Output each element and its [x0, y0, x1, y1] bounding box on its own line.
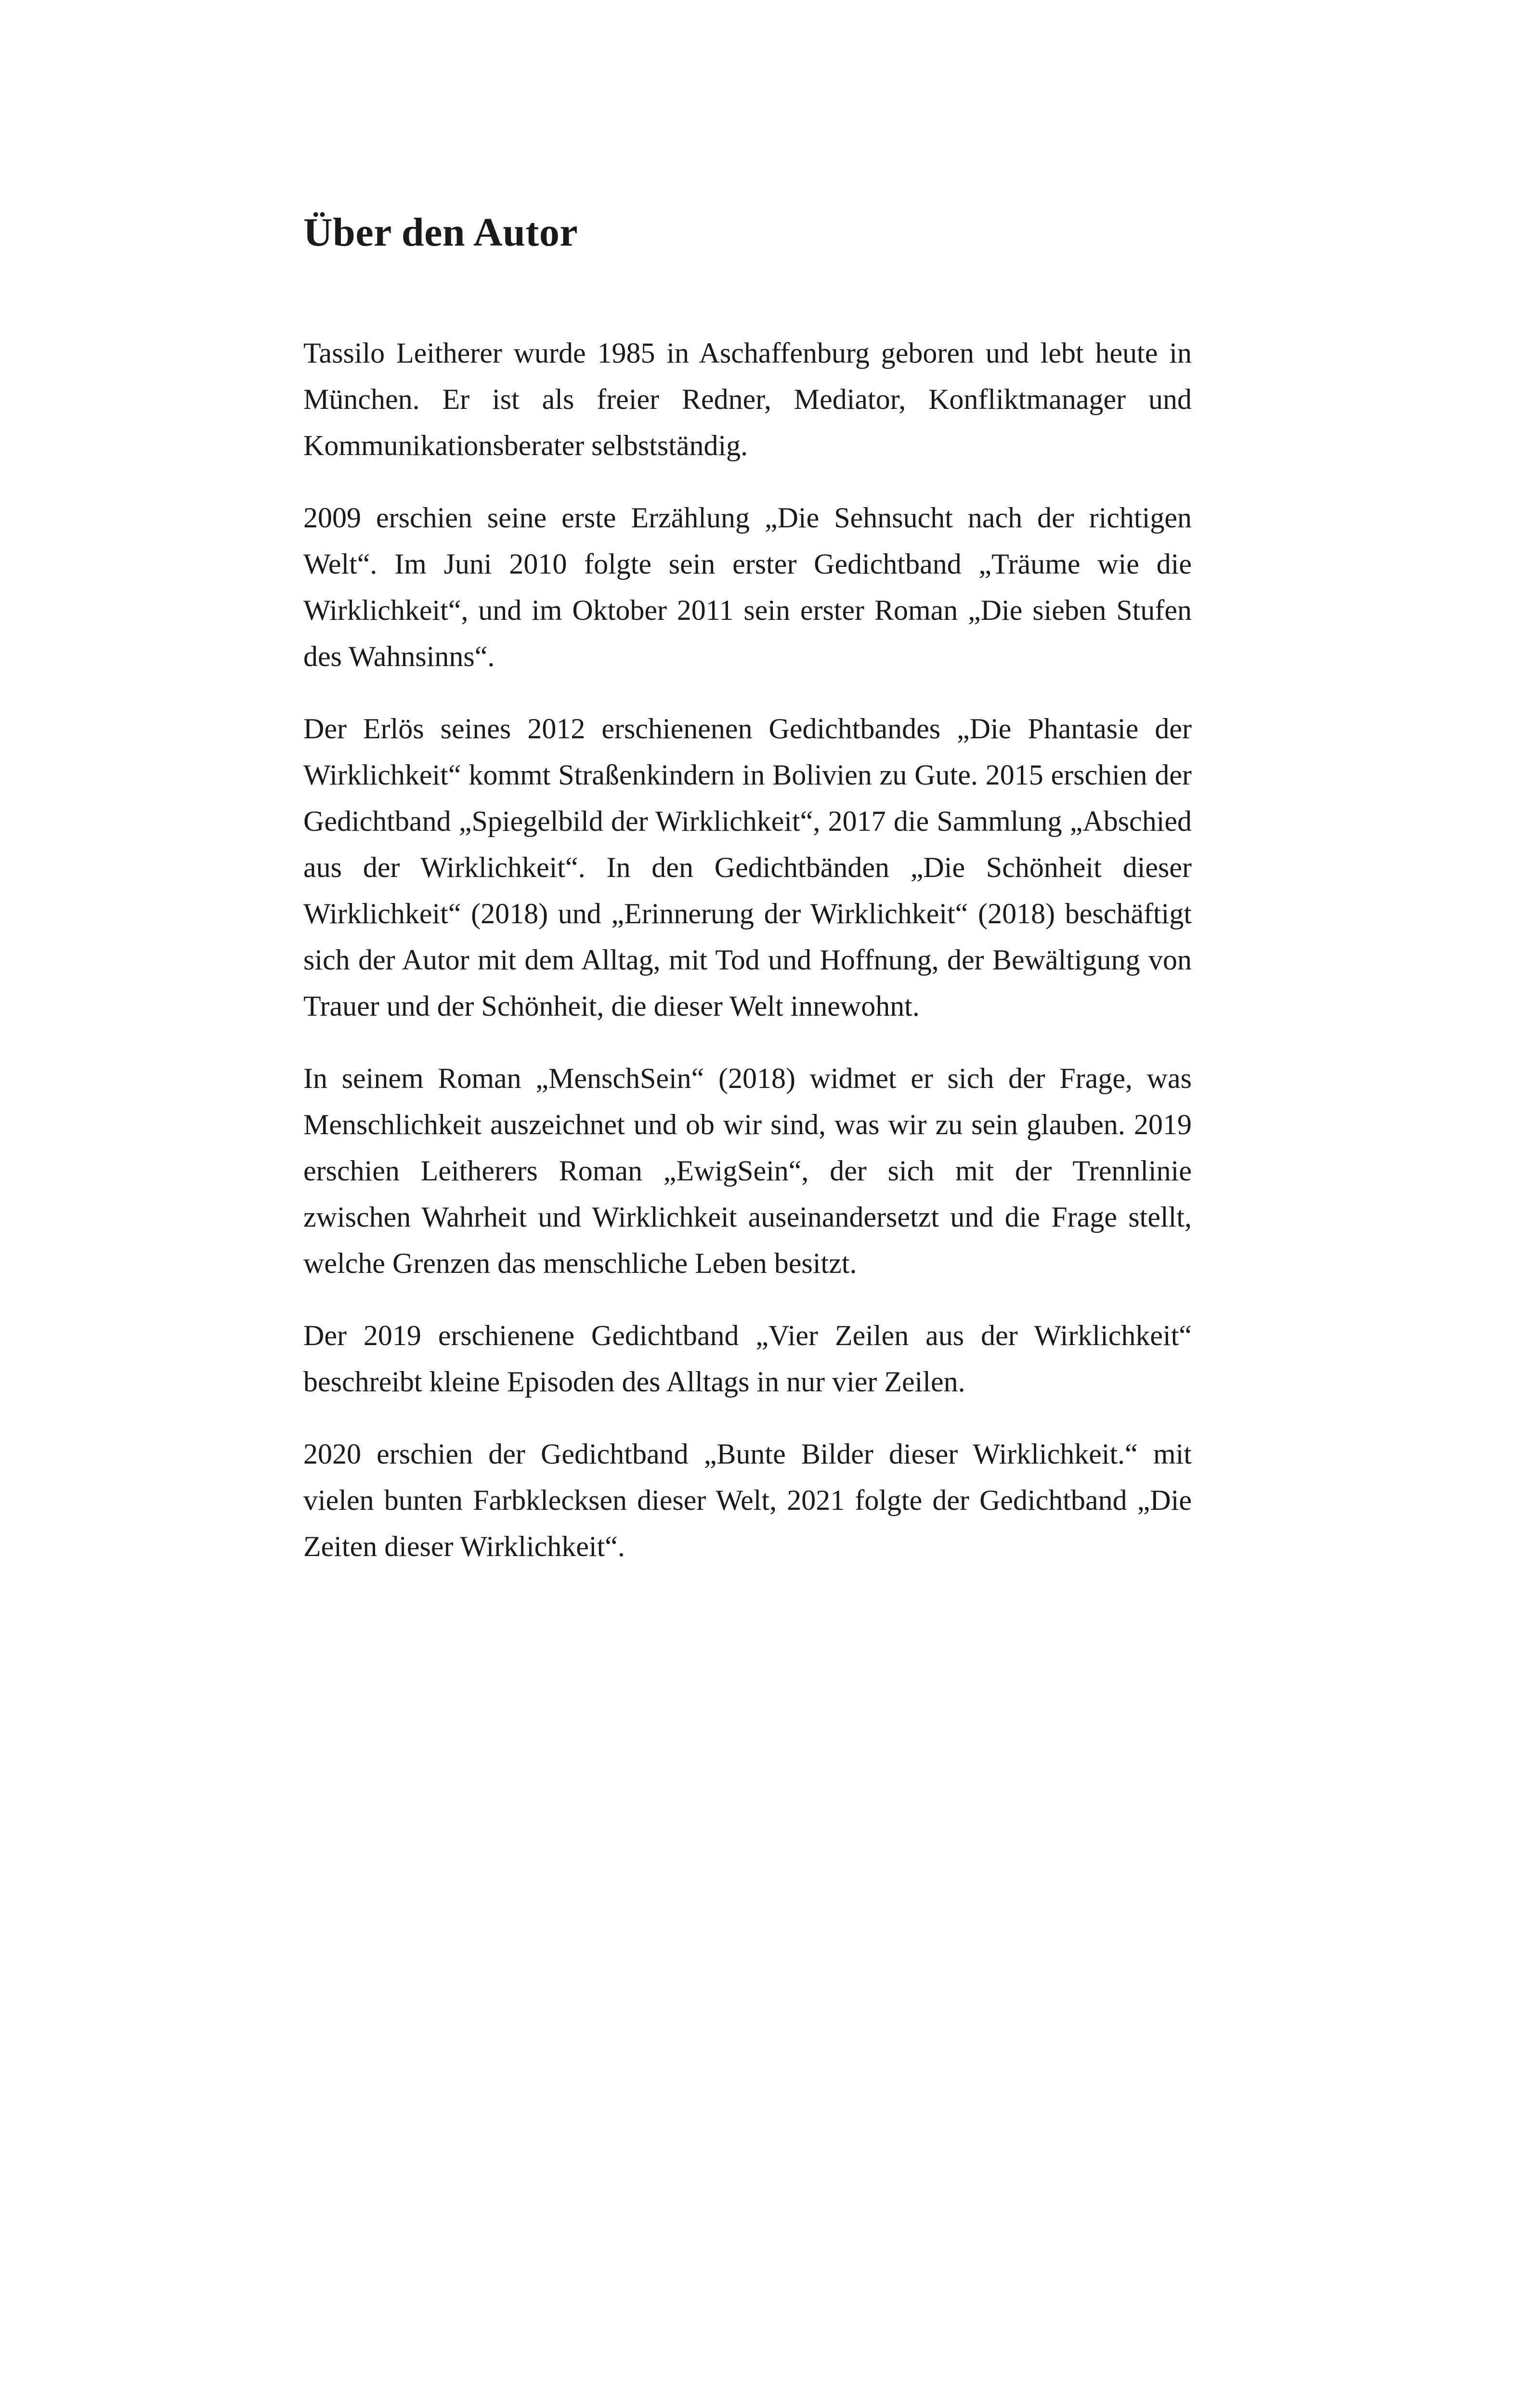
bio-paragraph-5: Der 2019 erschienene Gedichtband „Vier Zeilen aus der Wirklichkeit“ beschreibt kleine Episoden des Alltags in nur vier Zeilen.: [303, 1320, 1192, 1398]
bio-paragraph-2: 2009 erschien seine erste Erzählung „Die Sehnsucht nach der richtigen Welt“. Im Juni 2010 folgte sein erster Gedichtband „Träume wie die Wirklichkeit“, und im Oktober 2011 sein erster Roman „Die sieben Stufen des Wahnsinns“.: [303, 502, 1192, 672]
bio-paragraph-3: Der Erlös seines 2012 erschienenen Gedichtbandes „Die Phantasie der Wirklichkeit“ kommt Straßenkindern in Bolivien zu Gute. 2015 erschien der Gedichtband „Spiegelbild der Wirklichkeit“, 2017 die Sammlung „Abschied aus der Wirklichkeit“. In den Gedichtbänden „Die Schönheit dieser Wirklichkeit“ (2018) und „Erinnerung der Wirklichkeit“ (2018) beschäftigt sich der Autor mit dem Alltag, mit Tod und Hoffnung, der Bewältigung von Trauer und der Schönheit, die dieser Welt innewohnt.: [303, 713, 1192, 1022]
bio-paragraph-1: Tassilo Leitherer wurde 1985 in Aschaffenburg geboren und lebt heute in München. Er ist als freier Redner, Mediator, Konfliktmanager und Kommunikationsberater selbstständig.: [303, 337, 1192, 461]
bio-body: [303, 330, 1192, 1570]
bio-paragraph-4: In seinem Roman „MenschSein“ (2018) widmet er sich der Frage, was Menschlichkeit auszeichnet und ob wir sind, was wir zu sein glauben. 2019 erschien Leitherers Roman „EwigSein“, der sich mit der Trennlinie zwischen Wahrheit und Wirklichkeit auseinandersetzt und die Frage stellt, welche Grenzen das menschliche Leben besitzt.: [303, 1062, 1192, 1279]
bio-paragraph-6: 2020 erschien der Gedichtband „Bunte Bilder dieser Wirklichkeit.“ mit vielen bunten Farbklecksen dieser Welt, 2021 folgte der Gedichtband „Die Zeiten dieser Wirklichkeit“.: [303, 1438, 1192, 1562]
page-title: Über den Autor: [303, 210, 578, 255]
author-bio-section: [303, 207, 1192, 1570]
